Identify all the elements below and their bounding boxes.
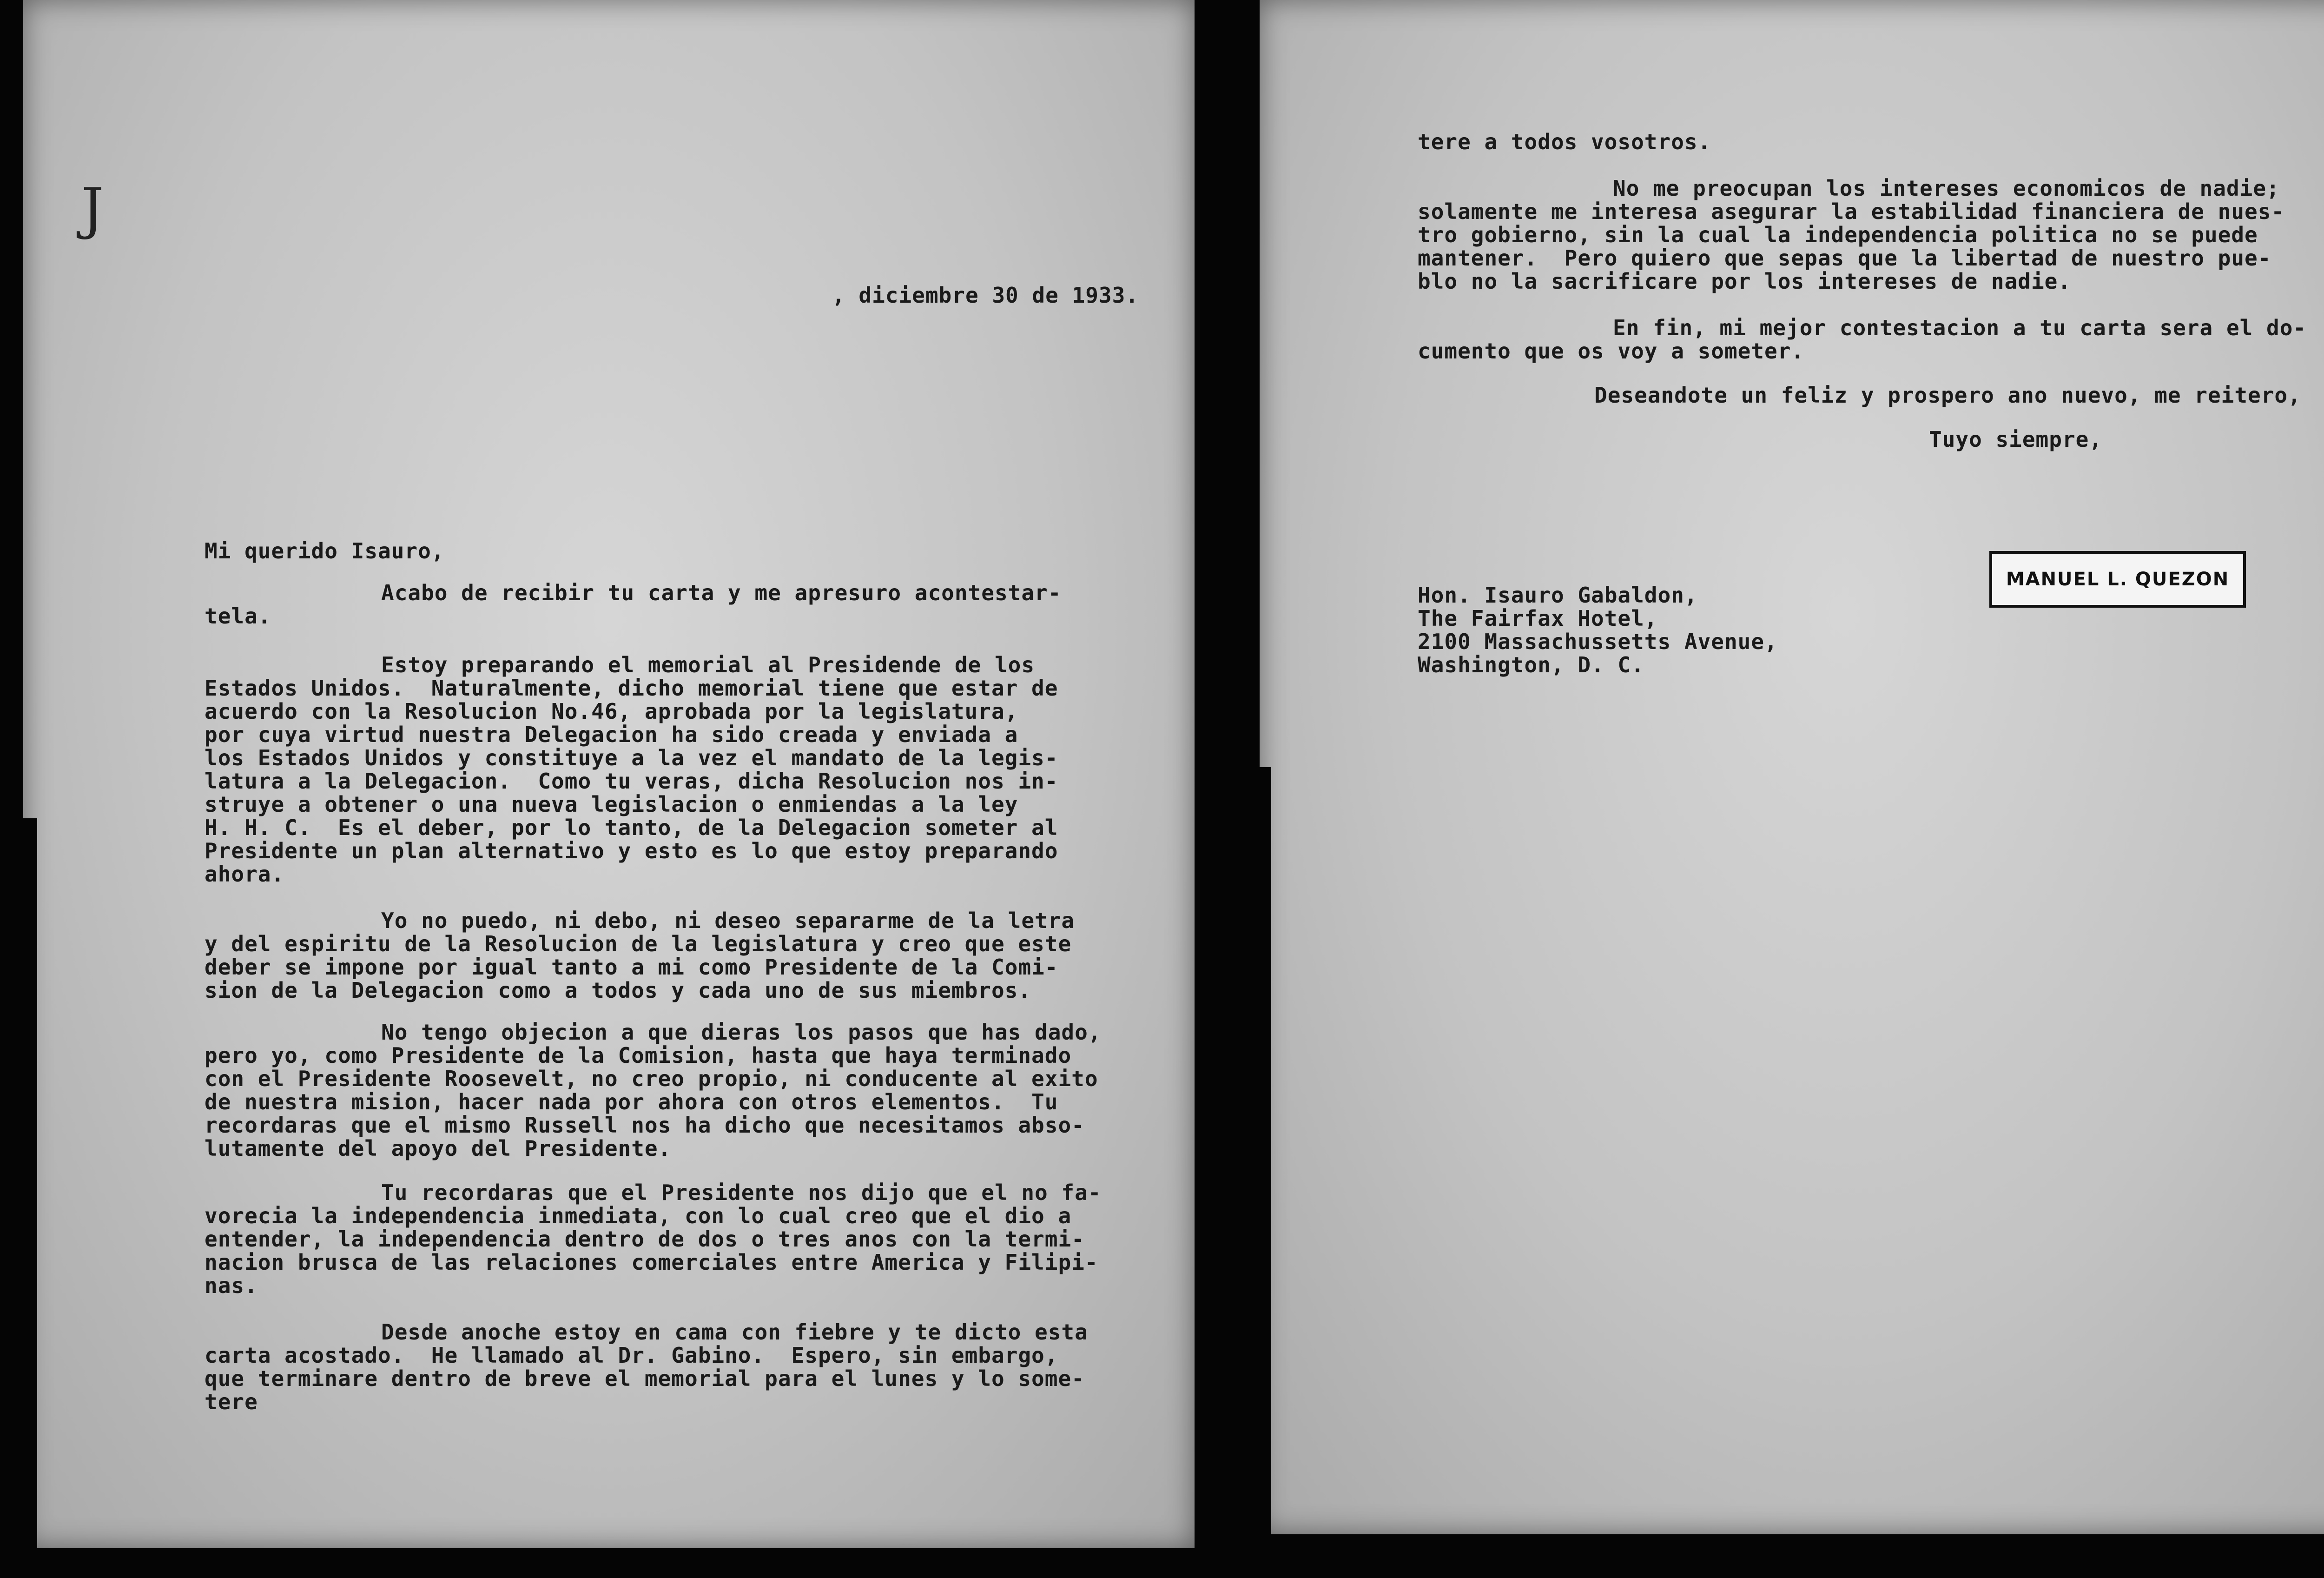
closing-line: Deseandote un feliz y prospero ano nuevo, me reitero, <box>1594 383 2301 408</box>
body-line: tere <box>205 1389 258 1414</box>
margin-mark: J <box>81 177 104 241</box>
body-line: deber se impone por igual tanto a mi como Presidente de la Comi- <box>205 955 1058 980</box>
body-line: No tengo objecion a que dieras los pasos que has dado, <box>381 1020 1102 1045</box>
body-line: con el Presidente Roosevelt, no creo propio, ni conducente al exito <box>205 1066 1098 1091</box>
body-line: Acabo de recibir tu carta y me apresuro acontestar- <box>381 580 1062 605</box>
salutation: Mi querido Isauro, <box>205 538 445 564</box>
address-line: Hon. Isauro Gabaldon, <box>1418 583 1698 608</box>
body-line: acuerdo con la Resolucion No.46, aprobada por la legislatura, <box>205 699 1018 724</box>
body-line: los Estados Unidos y constituye a la vez el mandato de la legis- <box>205 745 1058 770</box>
letter-date: , diciembre 30 de 1933. <box>832 283 1139 308</box>
address-line: 2100 Massachussetts Avenue, <box>1418 629 1778 654</box>
body-line: tere a todos vosotros. <box>1418 129 1711 154</box>
body-line: Yo no puedo, ni debo, ni deseo separarme de la letra <box>381 908 1075 933</box>
page-edge-tear <box>1260 767 1271 1534</box>
body-line: mantener. Pero quiero que sepas que la libertad de nuestro pue- <box>1418 245 2271 271</box>
body-line: solamente me interesa asegurar la estabilidad financiera de nues- <box>1418 199 2285 224</box>
body-line: nas. <box>205 1273 258 1298</box>
body-line: y del espiritu de la Resolucion de la legislatura y creo que este <box>205 931 1072 956</box>
complimentary-close: Tuyo siempre, <box>1929 427 2103 452</box>
address-line: The Fairfax Hotel, <box>1418 606 1658 631</box>
body-line: de nuestra mision, hacer nada por ahora con otros elementos. Tu <box>205 1089 1058 1114</box>
body-line: No me preocupan los intereses economicos de nadie; <box>1613 176 2280 201</box>
body-line: vorecia la independencia inmediata, con lo cual creo que el dio a <box>205 1203 1072 1228</box>
body-line: que terminare dentro de breve el memorial para el lunes y lo some- <box>205 1366 1085 1391</box>
page-edge-tear <box>23 818 37 1548</box>
body-line: Estoy preparando el memorial al Presidende de los <box>381 652 1035 677</box>
body-line: carta acostado. He llamado al Dr. Gabino. Espero, sin embargo, <box>205 1343 1058 1368</box>
body-line: nacion brusca de las relaciones comerciales entre America y Filipi- <box>205 1250 1098 1275</box>
body-line: Tu recordaras que el Presidente nos dijo que el no fa- <box>381 1180 1102 1205</box>
body-line: lutamente del apoyo del Presidente. <box>205 1136 672 1161</box>
body-line: ahora. <box>205 862 285 887</box>
body-line: recordaras que el mismo Russell nos ha dicho que necesitamos abso- <box>205 1113 1085 1138</box>
body-line: Estados Unidos. Naturalmente, dicho memorial tiene que estar de <box>205 676 1058 701</box>
body-line: tro gobierno, sin la cual la independencia politica no se puede <box>1418 222 2258 247</box>
body-line: struye a obtener o una nueva legislacion o enmiendas a la ley <box>205 792 1018 817</box>
body-line: Presidente un plan alternativo y esto es lo que estoy preparando <box>205 838 1058 863</box>
body-line: blo no la sacrificare por los intereses de nadie. <box>1418 269 2072 294</box>
body-line: tela. <box>205 603 271 629</box>
body-line: Desde anoche estoy en cama con fiebre y te dicto esta <box>381 1319 1088 1345</box>
body-line: pero yo, como Presidente de la Comision, hasta que haya terminado <box>205 1043 1072 1068</box>
letter-page-2 <box>1260 0 2324 1534</box>
body-line: cumento que os voy a someter. <box>1418 338 1805 364</box>
body-line: H. H. C. Es el deber, por lo tanto, de la Delegacion someter al <box>205 815 1058 840</box>
address-line: Washington, D. C. <box>1418 652 1644 677</box>
body-line: sion de la Delegacion como a todos y cada uno de sus miembros. <box>205 978 1032 1003</box>
body-line: entender, la independencia dentro de dos o tres anos con la termi- <box>205 1227 1085 1252</box>
body-line: por cuya virtud nuestra Delegacion ha sido creada y enviada a <box>205 722 1018 747</box>
signature-stamp: MANUEL L. QUEZON <box>1989 551 2246 608</box>
body-line: En fin, mi mejor contestacion a tu carta sera el do- <box>1613 315 2307 340</box>
body-line: latura a la Delegacion. Como tu veras, dicha Resolucion nos in- <box>205 769 1058 794</box>
letter-page-1 <box>23 0 1195 1548</box>
